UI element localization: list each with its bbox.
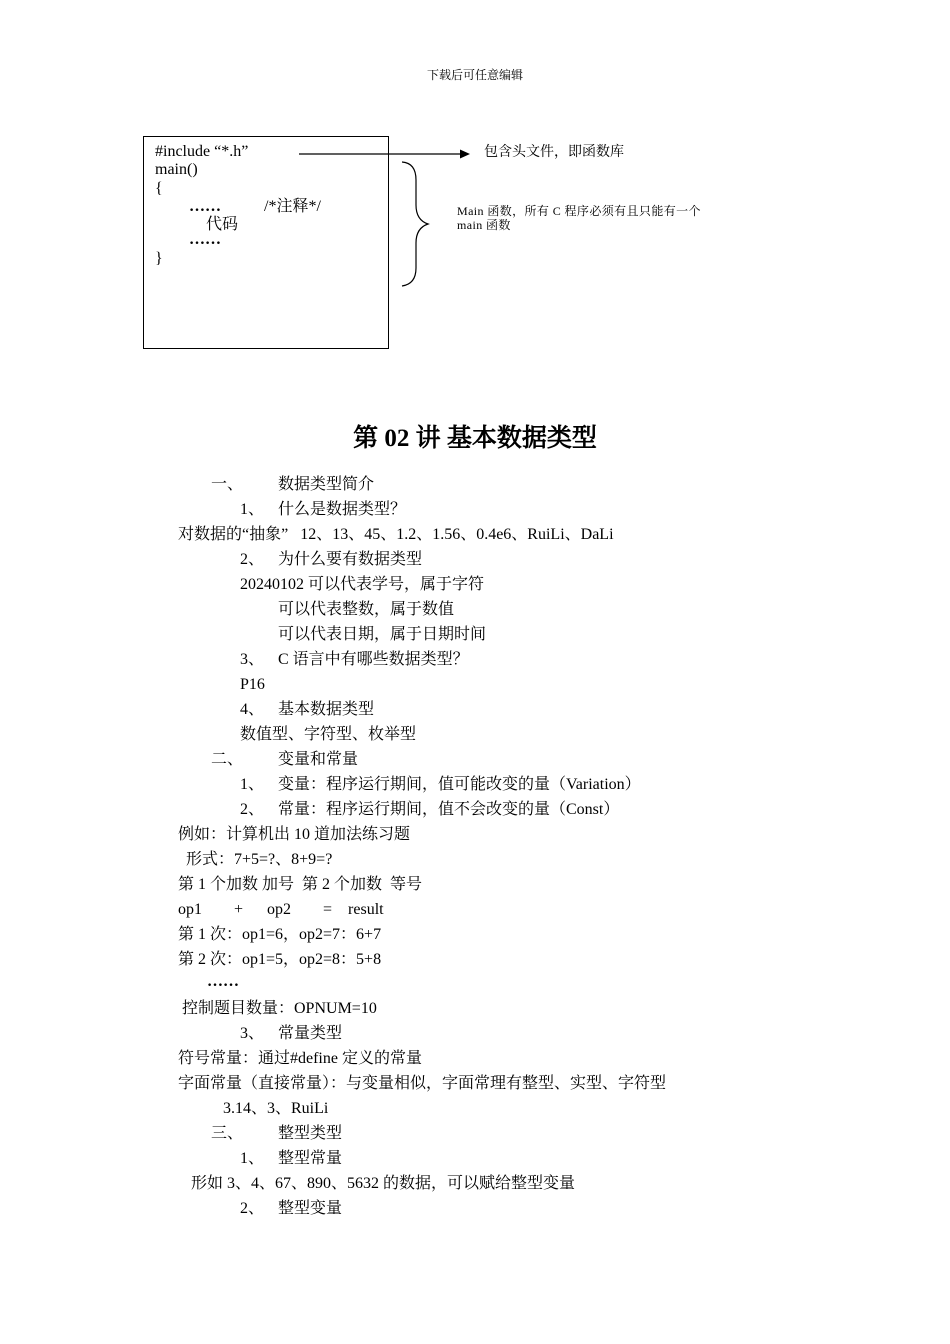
code-line-ellipsis-bottom: …… — [189, 231, 221, 248]
body-text: 数值型、字符型、枚举型 — [240, 726, 417, 743]
section-number: 二、 — [211, 751, 244, 768]
body-text: op1 + op2 = result — [178, 901, 384, 918]
body-text: 例如：计算机出 10 道加法练习题 — [178, 826, 411, 843]
body-text: 第 1 次：op1=6，op2=7：6+7 — [178, 926, 382, 943]
code-line-open-brace: { — [155, 180, 163, 197]
body-text: 形如 3、4、67、890、5632 的数据，可以赋给整型变量 — [191, 1175, 576, 1192]
item-heading: 常量类型 — [278, 1025, 343, 1042]
page-header: 下载后可任意编辑 — [426, 68, 523, 82]
item-number: 3、 — [240, 651, 265, 668]
item-number: 4、 — [240, 701, 265, 718]
section-heading: 数据类型简介 — [278, 476, 375, 493]
item-heading: 常量：程序运行期间，值不会改变的量（Const） — [278, 801, 620, 818]
item-heading: 为什么要有数据类型 — [278, 551, 423, 568]
body-text: 形式：7+5=?、8+9=? — [186, 851, 333, 868]
code-line-include: #include “*.h” — [155, 143, 249, 160]
section-heading: 整型类型 — [278, 1125, 343, 1142]
section-heading: 变量和常量 — [278, 751, 359, 768]
code-line-code: 代码 — [206, 216, 239, 233]
body-text: 可以代表日期，属于日期时间 — [278, 626, 487, 643]
body-ellipsis: …… — [207, 973, 239, 990]
item-number: 1、 — [240, 501, 265, 518]
item-number: 1、 — [240, 776, 265, 793]
body-text: 第 1 个加数 加号 第 2 个加数 等号 — [178, 876, 423, 893]
code-line-ellipsis-top: …… — [189, 198, 221, 215]
body-text: 20240102 可以代表学号，属于字符 — [240, 576, 485, 593]
body-text: 字面常量（直接常量）：与变量相似，字面常理有整型、实型、字符型 — [178, 1075, 667, 1092]
body-text: 3.14、3、RuiLi — [223, 1100, 329, 1117]
item-number: 3、 — [240, 1025, 265, 1042]
body-text: 可以代表整数，属于数值 — [278, 601, 455, 618]
body-text: 对数据的“抽象” 12、13、45、1.2、1.56、0.4e6、RuiLi、DaLi — [178, 526, 614, 543]
body-text: 第 2 次：op1=5，op2=8：5+8 — [178, 951, 382, 968]
code-line-comment: /*注释*/ — [264, 198, 321, 215]
item-number: 2、 — [240, 1200, 265, 1217]
item-heading: 整型常量 — [278, 1150, 343, 1167]
arrow-right-icon — [299, 150, 470, 159]
section-number: 三、 — [211, 1125, 244, 1142]
curly-brace-icon — [402, 162, 428, 286]
item-heading: 整型变量 — [278, 1200, 343, 1217]
arrow-note: 包含头文件，即函数库 — [484, 145, 624, 160]
code-line-main: main() — [155, 161, 198, 178]
body-text: 控制题目数量：OPNUM=10 — [182, 1000, 377, 1017]
code-line-close-brace: } — [155, 250, 163, 267]
item-heading: 什么是数据类型？ — [278, 501, 407, 518]
item-number: 2、 — [240, 801, 265, 818]
item-number: 1、 — [240, 1150, 265, 1167]
item-heading: C 语言中有哪些数据类型？ — [278, 651, 469, 668]
item-heading: 基本数据类型 — [278, 701, 375, 718]
brace-note-line2: main 函数 — [457, 218, 511, 232]
body-text: P16 — [240, 676, 265, 693]
diagram-connectors — [0, 0, 950, 400]
lecture-title: 第 02 讲 基本数据类型 — [353, 425, 597, 452]
body-text: 符号常量：通过#define 定义的常量 — [178, 1050, 422, 1067]
section-number: 一、 — [211, 476, 244, 493]
item-heading: 变量：程序运行期间，值可能改变的量（Variation） — [278, 776, 641, 793]
item-number: 2、 — [240, 551, 265, 568]
brace-note-line1: Main 函数，所有 C 程序必须有且只能有一个 — [457, 204, 701, 218]
